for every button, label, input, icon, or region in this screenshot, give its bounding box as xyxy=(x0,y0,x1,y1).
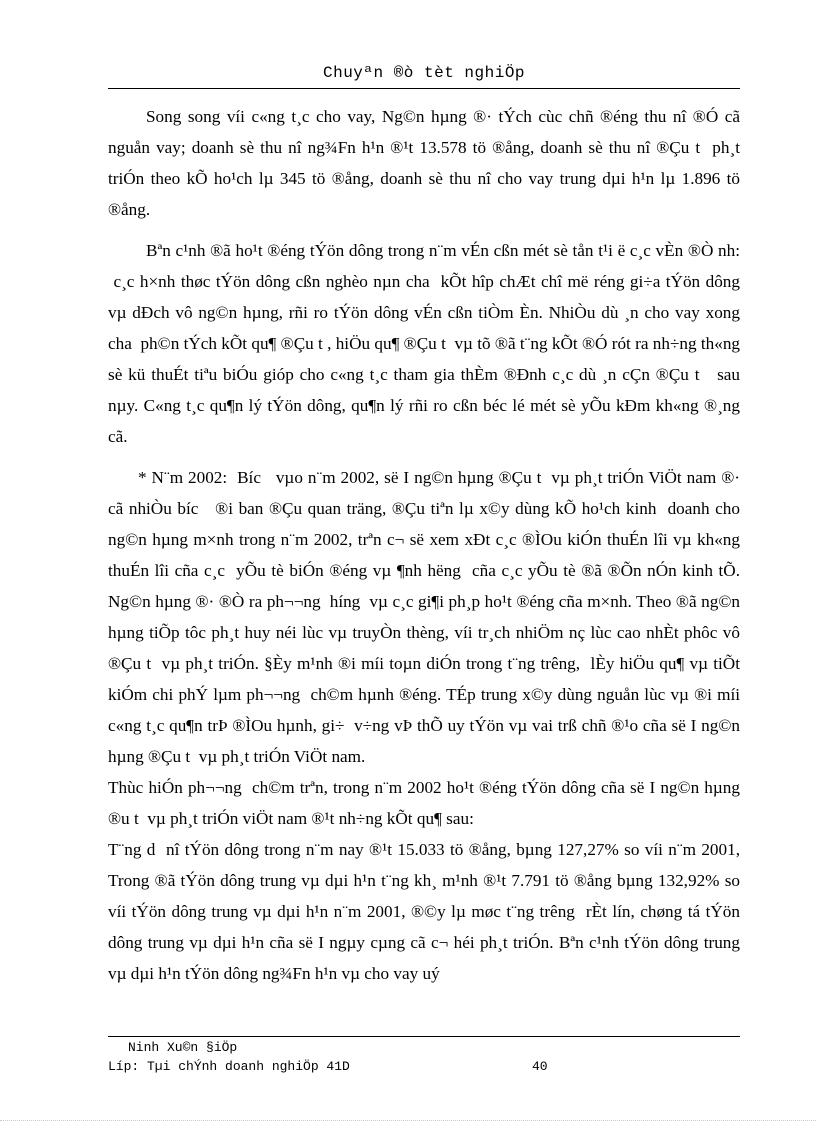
paragraph-year-2002: * N¨m 2002: Bíc vµo n¨m 2002, së I ng©n hµng ®Çu t vµ ph¸t triÓn ViÖt nam ®· cã nhiÒu bíc ®i ban ®Çu quan träng, ®Çu tiªn lµ x©y dùng kÕ ho¹ch kinh doanh cho ng©n hµng m×nh trong n¨m 2002, trªn c¬ së xem xÐt c¸c ®ÌOu kiÓn thuÉn lîi vµ kh«ng thuÉn lîi cña c¸c yÕu tè biÓn ®éng vµ ¶nh hëng cña c¸c yÕu tè ®ã ®Õn nÓn kinh tÕ. Ng©n hµng ®· ®Ò ra ph¬¬ng híng vµ c¸c gi¶i ph¸p ho¹t ®éng cña m×nh. Theo ®ã ng©n hµng tiÕp tôc ph¸t huy néi lùc vµ truyÒn thèng, víi tr¸ch nhiÖm nç lùc cao nhÈt phôc vô ®Çu t vµ ph¸t triÓn. §Èy m¹nh ®i míi toµn diÓn trong t¨ng trêng, lÈy hiÖu qu¶ vµ tiÕt kiÓm chi phÝ lµm ph¬¬ng ch©m hµnh ®éng. TÉp trung x©y dùng nguån lùc vµ ®i míi c«ng t¸c qu¶n trÞ ®ÌOu hµnh, gi÷ v÷ng vÞ thÕ uy tÝön vµ vai trß chñ ®¹o cña së I ng©n hµng ®Çu t vµ ph¸t triÓn ViÖt nam. xyxy=(108,468,740,766)
paragraph-credit-growth: T¨ng d nî tÝön dông trong n¨m nay ®¹t 15.033 tö ®ång, bµng 127,27% so víi n¨m 2001, Trong ®ã tÝön dông trung vµ dµi h¹n t¨ng kh¸ m¹nh ®¹t 7.791 tö ®ång bµng 132,92% so víi tÝön dông trung vµ dµi h¹n n¨m 2001, ®©y lµ møc t¨ng trêng rÈt lín, chøng tá tÝön dông trung vµ dµi h¹n cña së I ngµy cµng cã c¬ héi ph¸t triÓn. Bªn c¹nh tÝön dông trung vµ dµi h¹n tÝön dông ng¾Fn h¹n vµ cho vay uý xyxy=(108,840,740,983)
running-header-title: Chuyªn ®ò tèt nghiÖp xyxy=(322,64,526,82)
document-body xyxy=(108,101,740,989)
footer-divider xyxy=(108,1036,740,1037)
header-divider xyxy=(108,88,740,89)
paragraph-results-intro: Thùc hiÓn ph¬¬ng ch©m trªn, trong n¨m 2002 ho¹t ®éng tÝön dông cña së I ng©n hµng ®u t vµ ph¸t triÓn viÖt nam ®¹t nh÷ng kÕt qu¶ sau: xyxy=(108,778,740,828)
footer-author: Ninh Xu©n §iÖp xyxy=(128,1040,238,1055)
paragraph-debt-collection: Song song víi c«ng t¸c cho vay, Ng©n hµng ®· tÝch cùc chñ ®éng thu nî ®Ó cã nguån vay; doanh sè thu nî ng¾Fn h¹n ®¹t 13.578 tö ®ång, doanh sè thu nî ®Çu t ph¸t triÓn theo kÕ ho¹ch lµ 345 tö ®ång, doanh sè thu nî cho vay trung dµi h¹n lµ 1.896 tö ®ång. xyxy=(108,107,740,219)
paragraph-credit-issues: Bªn c¹nh ®ã ho¹t ®éng tÝön dông trong n¨m vÉn cßn mét sè tån t¹i ë c¸c vÈn ®Ò nh: c¸c h×nh thøc tÝön dông cßn nghèo nµn cha kÕt hîp chÆt chî më réng gi÷a tÝön dông vµ dÐch vô ng©n hµng, rñi ro tÝön dông vÉn cßn tiÒm Èn. NhiÒu dù ¸n cho vay xong cha ph©n tÝch kÕt qu¶ ®Çu t , hiÖu qu¶ ®Çu t vµ tõ ®ã t¨ng kÕt ®Ó rót ra nh÷ng th«ng sè kü thuÉt tiªu biÓu gióp cho c«ng t¸c tham gia thÈm ®Ðnh c¸c dù ¸n cÇn ®Çu t sau nµy. C«ng t¸c qu¶n lý tÝön dông, qu¶n lý rñi ro cßn béc lé mét sè yÕu kÐm kh«ng ®¸ng cã. xyxy=(108,241,741,446)
page-bottom-edge xyxy=(0,1120,816,1121)
page-number: 40 xyxy=(532,1059,548,1074)
footer-class: Líp: Tµi chÝnh doanh nghiÖp 41D xyxy=(108,1059,350,1074)
